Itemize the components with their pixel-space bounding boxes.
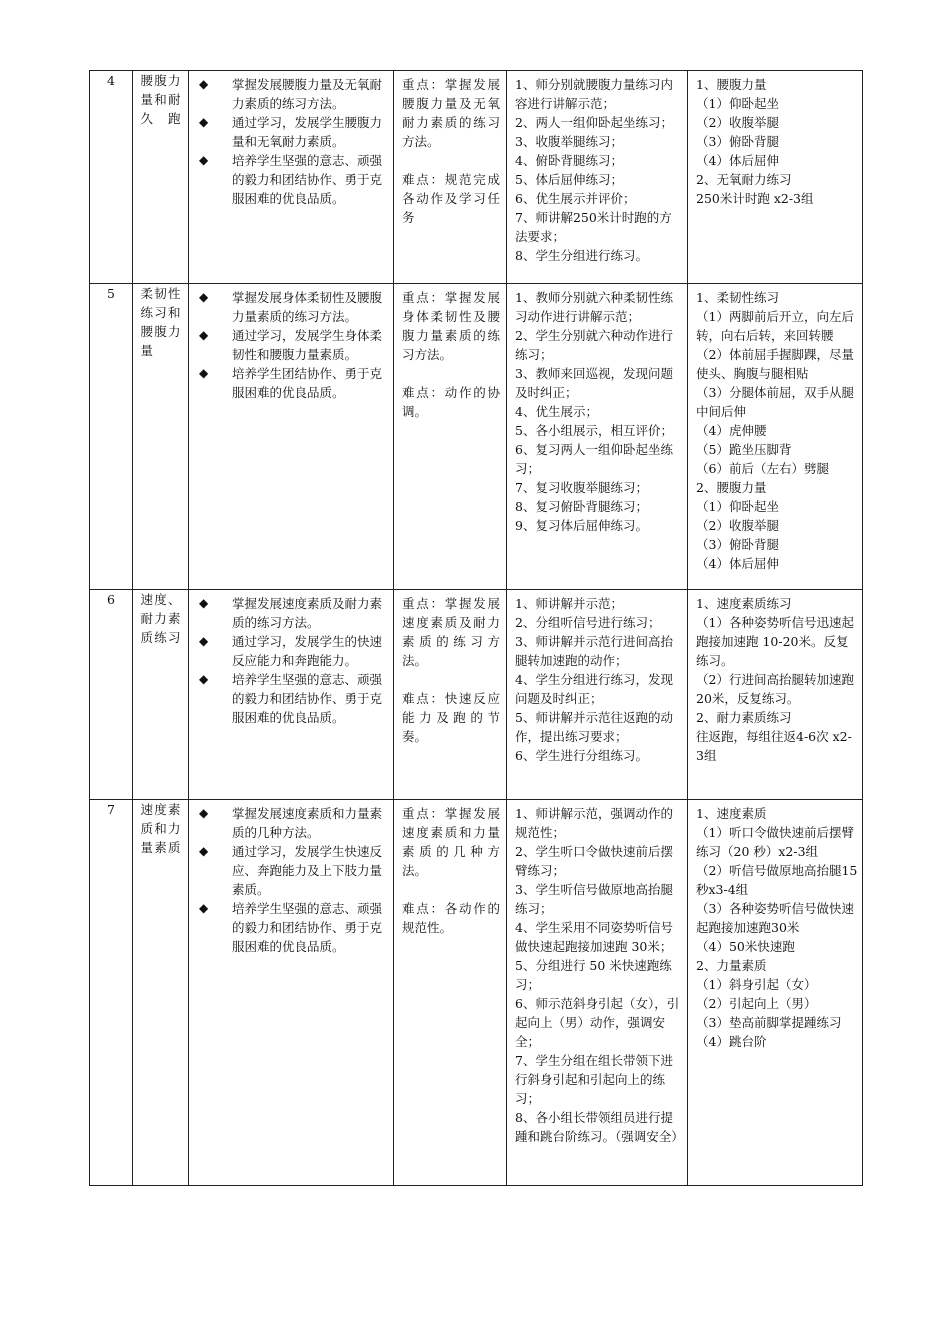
difficulty-text: 难点：快速反应能力及跑的节奏。	[402, 691, 500, 744]
lesson-goals-cell	[189, 284, 394, 590]
content-item: （3）各种姿势听信号做快速起跑接加速跑30米	[696, 901, 854, 935]
process-step: 4、学生分组进行练习，发现问题及时纠正；	[515, 672, 673, 706]
goal-item	[189, 804, 393, 842]
process-step: 8、各小组长带领组员进行提踵和跳台阶练习。（强调安全）	[515, 1110, 684, 1144]
process-list	[507, 71, 687, 265]
process-step: 4、俯卧背腿练习；	[515, 153, 623, 168]
content-item: （5）跪坐压脚背	[696, 442, 792, 457]
spacer	[402, 151, 500, 170]
goal-item	[189, 151, 393, 208]
lesson-key-points-cell	[394, 590, 507, 800]
goal-text: 掌握发展腰腹力量及无氧耐力素质的练习方法。	[232, 77, 383, 111]
process-step: 2、学生分别就六种动作进行练习；	[515, 328, 673, 362]
lesson-number-cell	[90, 590, 133, 800]
content-item: （2）引起向上（男）	[696, 996, 817, 1011]
lesson-goals-cell	[189, 590, 394, 800]
process-step: 1、师分别就腰腹力量练习内容进行讲解示范；	[515, 77, 673, 111]
content-item: 1、速度素质	[696, 806, 767, 821]
process-step: 4、优生展示；	[515, 404, 598, 419]
process-step: 5、师讲解并示范往返跑的动作，提出练习要求；	[515, 710, 673, 744]
lesson-goals-cell	[189, 71, 394, 284]
difficulty-text: 难点：规范完成各动作及学习任务	[402, 172, 500, 225]
lesson-number: 5	[107, 286, 115, 301]
content-item: （1）仰卧起坐	[696, 96, 779, 111]
content-item: （4）虎伸腰	[696, 423, 767, 438]
lesson-content-cell	[688, 71, 863, 284]
lesson-content-cell	[688, 800, 863, 1186]
process-step: 4、学生采用不同姿势听信号做快速起跑接加速跑 30米；	[515, 920, 673, 954]
goal-item	[189, 288, 393, 326]
goals-list	[189, 594, 393, 727]
goal-text: 培养学生坚强的意志、顽强的毅力和团结协作、勇于克服困难的优良品质。	[232, 672, 383, 725]
content-item: （1）各种姿势听信号迅速起跑接加速跑 10-20米。反复练习。	[696, 615, 854, 668]
lesson-row	[90, 284, 863, 590]
difficulty-text: 难点：动作的协调。	[402, 385, 500, 419]
spacer	[402, 880, 500, 899]
lesson-topic-cell	[133, 71, 189, 284]
goal-text: 培养学生团结协作、勇于克服困难的优良品质。	[232, 366, 383, 400]
key-points-box	[394, 590, 506, 746]
process-step: 5、体后屈伸练习；	[515, 172, 623, 187]
process-step: 6、优生展示并评价；	[515, 191, 636, 206]
black-diamond-icon: ◆	[199, 366, 209, 380]
lesson-process-cell	[507, 590, 688, 800]
content-item: （2）体前屈手握脚踝，尽量使头、胸腹与腿相贴	[696, 347, 854, 381]
black-diamond-icon: ◆	[199, 806, 209, 820]
lesson-number: 7	[107, 802, 115, 817]
process-step: 7、师讲解250米计时跑的方法要求；	[515, 210, 672, 244]
process-step: 2、分组听信号进行练习；	[515, 615, 661, 630]
key-point-text: 重点：掌握发展速度素质及耐力素质的练习方法。	[402, 596, 500, 668]
difficulty-text: 难点：各动作的规范性。	[402, 901, 500, 935]
key-points-box	[394, 284, 506, 421]
key-point-text: 重点：掌握发展腰腹力量及无氧耐力素质的练习方法。	[402, 77, 500, 149]
content-item: （2）听信号做原地高抬腿15秒x3-4组	[696, 863, 858, 897]
spacer	[402, 670, 500, 689]
goal-text: 通过学习，发展学生腰腹力量和无氧耐力素质。	[232, 115, 383, 149]
goal-item	[189, 594, 393, 632]
content-item: （2）收腹举腿	[696, 518, 779, 533]
lesson-row	[90, 71, 863, 284]
lesson-row	[90, 800, 863, 1186]
process-step: 6、师示范斜身引起（女），引起向上（男）动作，强调安全；	[515, 996, 680, 1049]
lesson-topic-cell	[133, 284, 189, 590]
goal-item	[189, 670, 393, 727]
content-item: （3）俯卧背腿	[696, 537, 779, 552]
content-item: （1）仰卧起坐	[696, 499, 779, 514]
lesson-number-cell	[90, 71, 133, 284]
goal-text: 掌握发展速度素质及耐力素质的练习方法。	[232, 596, 383, 630]
process-step: 6、学生进行分组练习。	[515, 748, 648, 763]
lesson-key-points-cell	[394, 284, 507, 590]
process-step: 2、学生听口令做快速前后摆臂练习；	[515, 844, 673, 878]
black-diamond-icon: ◆	[199, 901, 209, 915]
goal-text: 掌握发展速度素质和力量素质的几种方法。	[232, 806, 383, 840]
process-step: 5、各小组展示，相互评价；	[515, 423, 673, 438]
content-item: （6）前后（左右）劈腿	[696, 461, 829, 476]
key-points-box	[394, 71, 506, 227]
content-item: （3）俯卧背腿	[696, 134, 779, 149]
process-step: 3、教师来回巡视，发现问题及时纠正；	[515, 366, 673, 400]
lesson-number-cell	[90, 284, 133, 590]
goal-item	[189, 632, 393, 670]
process-step: 9、复习体后屈伸练习。	[515, 518, 648, 533]
process-step: 6、复习两人一组仰卧起坐练习；	[515, 442, 673, 476]
process-step: 1、师讲解并示范；	[515, 596, 623, 611]
goal-text: 通过学习，发展学生快速反应、奔跑能力及上下肢力量素质。	[232, 844, 383, 897]
black-diamond-icon: ◆	[199, 115, 209, 129]
content-item: （1）两脚前后开立，向左后转，向右后转，来回转腰	[696, 309, 854, 343]
black-diamond-icon: ◆	[199, 596, 209, 610]
process-step: 3、收腹举腿练习；	[515, 134, 623, 149]
content-item: 1、柔韧性练习	[696, 290, 779, 305]
process-step: 8、复习俯卧背腿练习；	[515, 499, 648, 514]
key-point-text: 重点：掌握发展身体柔韧性及腰腹力量素质的练习方法。	[402, 290, 500, 362]
lesson-topic: 腰腹力量和耐久跑	[140, 73, 181, 126]
lesson-topic: 柔韧性练习和腰腹力量	[140, 286, 181, 358]
lesson-process-cell	[507, 800, 688, 1186]
black-diamond-icon: ◆	[199, 844, 209, 858]
lesson-topic-cell	[133, 800, 189, 1186]
content-item: 往返跑，每组往返4-6次 x2-3组	[696, 729, 852, 763]
content-list	[688, 284, 862, 573]
lesson-topic-cell	[133, 590, 189, 800]
process-step: 3、师讲解并示范行进间高抬腿转加速跑的动作；	[515, 634, 673, 668]
black-diamond-icon: ◆	[199, 672, 209, 686]
lesson-content-cell	[688, 284, 863, 590]
lesson-goals-cell	[189, 800, 394, 1186]
content-list	[688, 800, 862, 1051]
content-item: （3）分腿体前屈，双手从腿中间后伸	[696, 385, 854, 419]
process-step: 7、学生分组在组长带领下进行斜身引起和引起向上的练习；	[515, 1053, 673, 1106]
spacer	[402, 364, 500, 383]
goal-text: 掌握发展身体柔韧性及腰腹力量素质的练习方法。	[232, 290, 383, 324]
content-item: 250米计时跑 x2-3组	[696, 191, 814, 206]
goals-list	[189, 804, 393, 956]
content-item: 2、无氧耐力练习	[696, 172, 792, 187]
process-step: 2、两人一组仰卧起坐练习；	[515, 115, 673, 130]
process-step: 3、学生听信号做原地高抬腿练习；	[515, 882, 673, 916]
content-item: （4）50米快速跑	[696, 939, 795, 954]
content-item: （2）行进间高抬腿转加速跑20米，反复练习。	[696, 672, 854, 706]
content-item: （2）收腹举腿	[696, 115, 779, 130]
goal-item	[189, 842, 393, 899]
process-list	[507, 284, 687, 535]
key-point-text: 重点：掌握发展速度素质和力量素质的几种方法。	[402, 806, 500, 878]
process-step: 5、分组进行 50 米快速跑练习；	[515, 958, 672, 992]
goal-text: 培养学生坚强的意志、顽强的毅力和团结协作、勇于克服困难的优良品质。	[232, 153, 383, 206]
content-item: （3）垫高前脚掌提踵练习	[696, 1015, 842, 1030]
black-diamond-icon: ◆	[199, 634, 209, 648]
goal-item	[189, 75, 393, 113]
black-diamond-icon: ◆	[199, 290, 209, 304]
lesson-key-points-cell	[394, 71, 507, 284]
content-list	[688, 590, 862, 765]
key-points-box	[394, 800, 506, 937]
content-item: （4）体后屈伸	[696, 153, 779, 168]
goal-item	[189, 364, 393, 402]
lesson-topic: 速度、耐力素质练习	[140, 592, 181, 645]
content-item: 2、腰腹力量	[696, 480, 767, 495]
lesson-topic: 速度素质和力量素质	[140, 802, 181, 855]
lesson-key-points-cell	[394, 800, 507, 1186]
goal-text: 培养学生坚强的意志、顽强的毅力和团结协作、勇于克服困难的优良品质。	[232, 901, 383, 954]
process-list	[507, 800, 687, 1146]
content-item: 2、力量素质	[696, 958, 767, 973]
lesson-content-cell	[688, 590, 863, 800]
lesson-number: 6	[107, 592, 115, 607]
lesson-number: 4	[107, 73, 115, 88]
content-item: （4）跳台阶	[696, 1034, 767, 1049]
lesson-number-cell	[90, 800, 133, 1186]
lesson-process-cell	[507, 71, 688, 284]
goal-text: 通过学习，发展学生身体柔韧性和腰腹力量素质。	[232, 328, 383, 362]
goals-list	[189, 75, 393, 208]
content-list	[688, 71, 862, 208]
goal-item	[189, 326, 393, 364]
goal-text: 通过学习，发展学生的快速反应能力和奔跑能力。	[232, 634, 383, 668]
goals-list	[189, 288, 393, 402]
content-item: 1、腰腹力量	[696, 77, 767, 92]
content-item: （1）斜身引起（女）	[696, 977, 817, 992]
goal-item	[189, 113, 393, 151]
process-list	[507, 590, 687, 765]
lesson-process-cell	[507, 284, 688, 590]
content-item: （4）体后屈伸	[696, 556, 779, 571]
process-step: 7、复习收腹举腿练习；	[515, 480, 648, 495]
black-diamond-icon: ◆	[199, 328, 209, 342]
lesson-row	[90, 590, 863, 800]
black-diamond-icon: ◆	[199, 153, 209, 167]
black-diamond-icon: ◆	[199, 77, 209, 91]
process-step: 8、学生分组进行练习。	[515, 248, 648, 263]
content-item: （1）听口令做快速前后摆臂练习（20 秒）x2-3组	[696, 825, 854, 859]
process-step: 1、教师分别就六种柔韧性练习动作进行讲解示范；	[515, 290, 673, 324]
process-step: 1、师讲解示范，强调动作的规范性；	[515, 806, 673, 840]
goal-item	[189, 899, 393, 956]
content-item: 2、耐力素质练习	[696, 710, 792, 725]
lesson-plan-table	[89, 70, 863, 1186]
content-item: 1、速度素质练习	[696, 596, 792, 611]
